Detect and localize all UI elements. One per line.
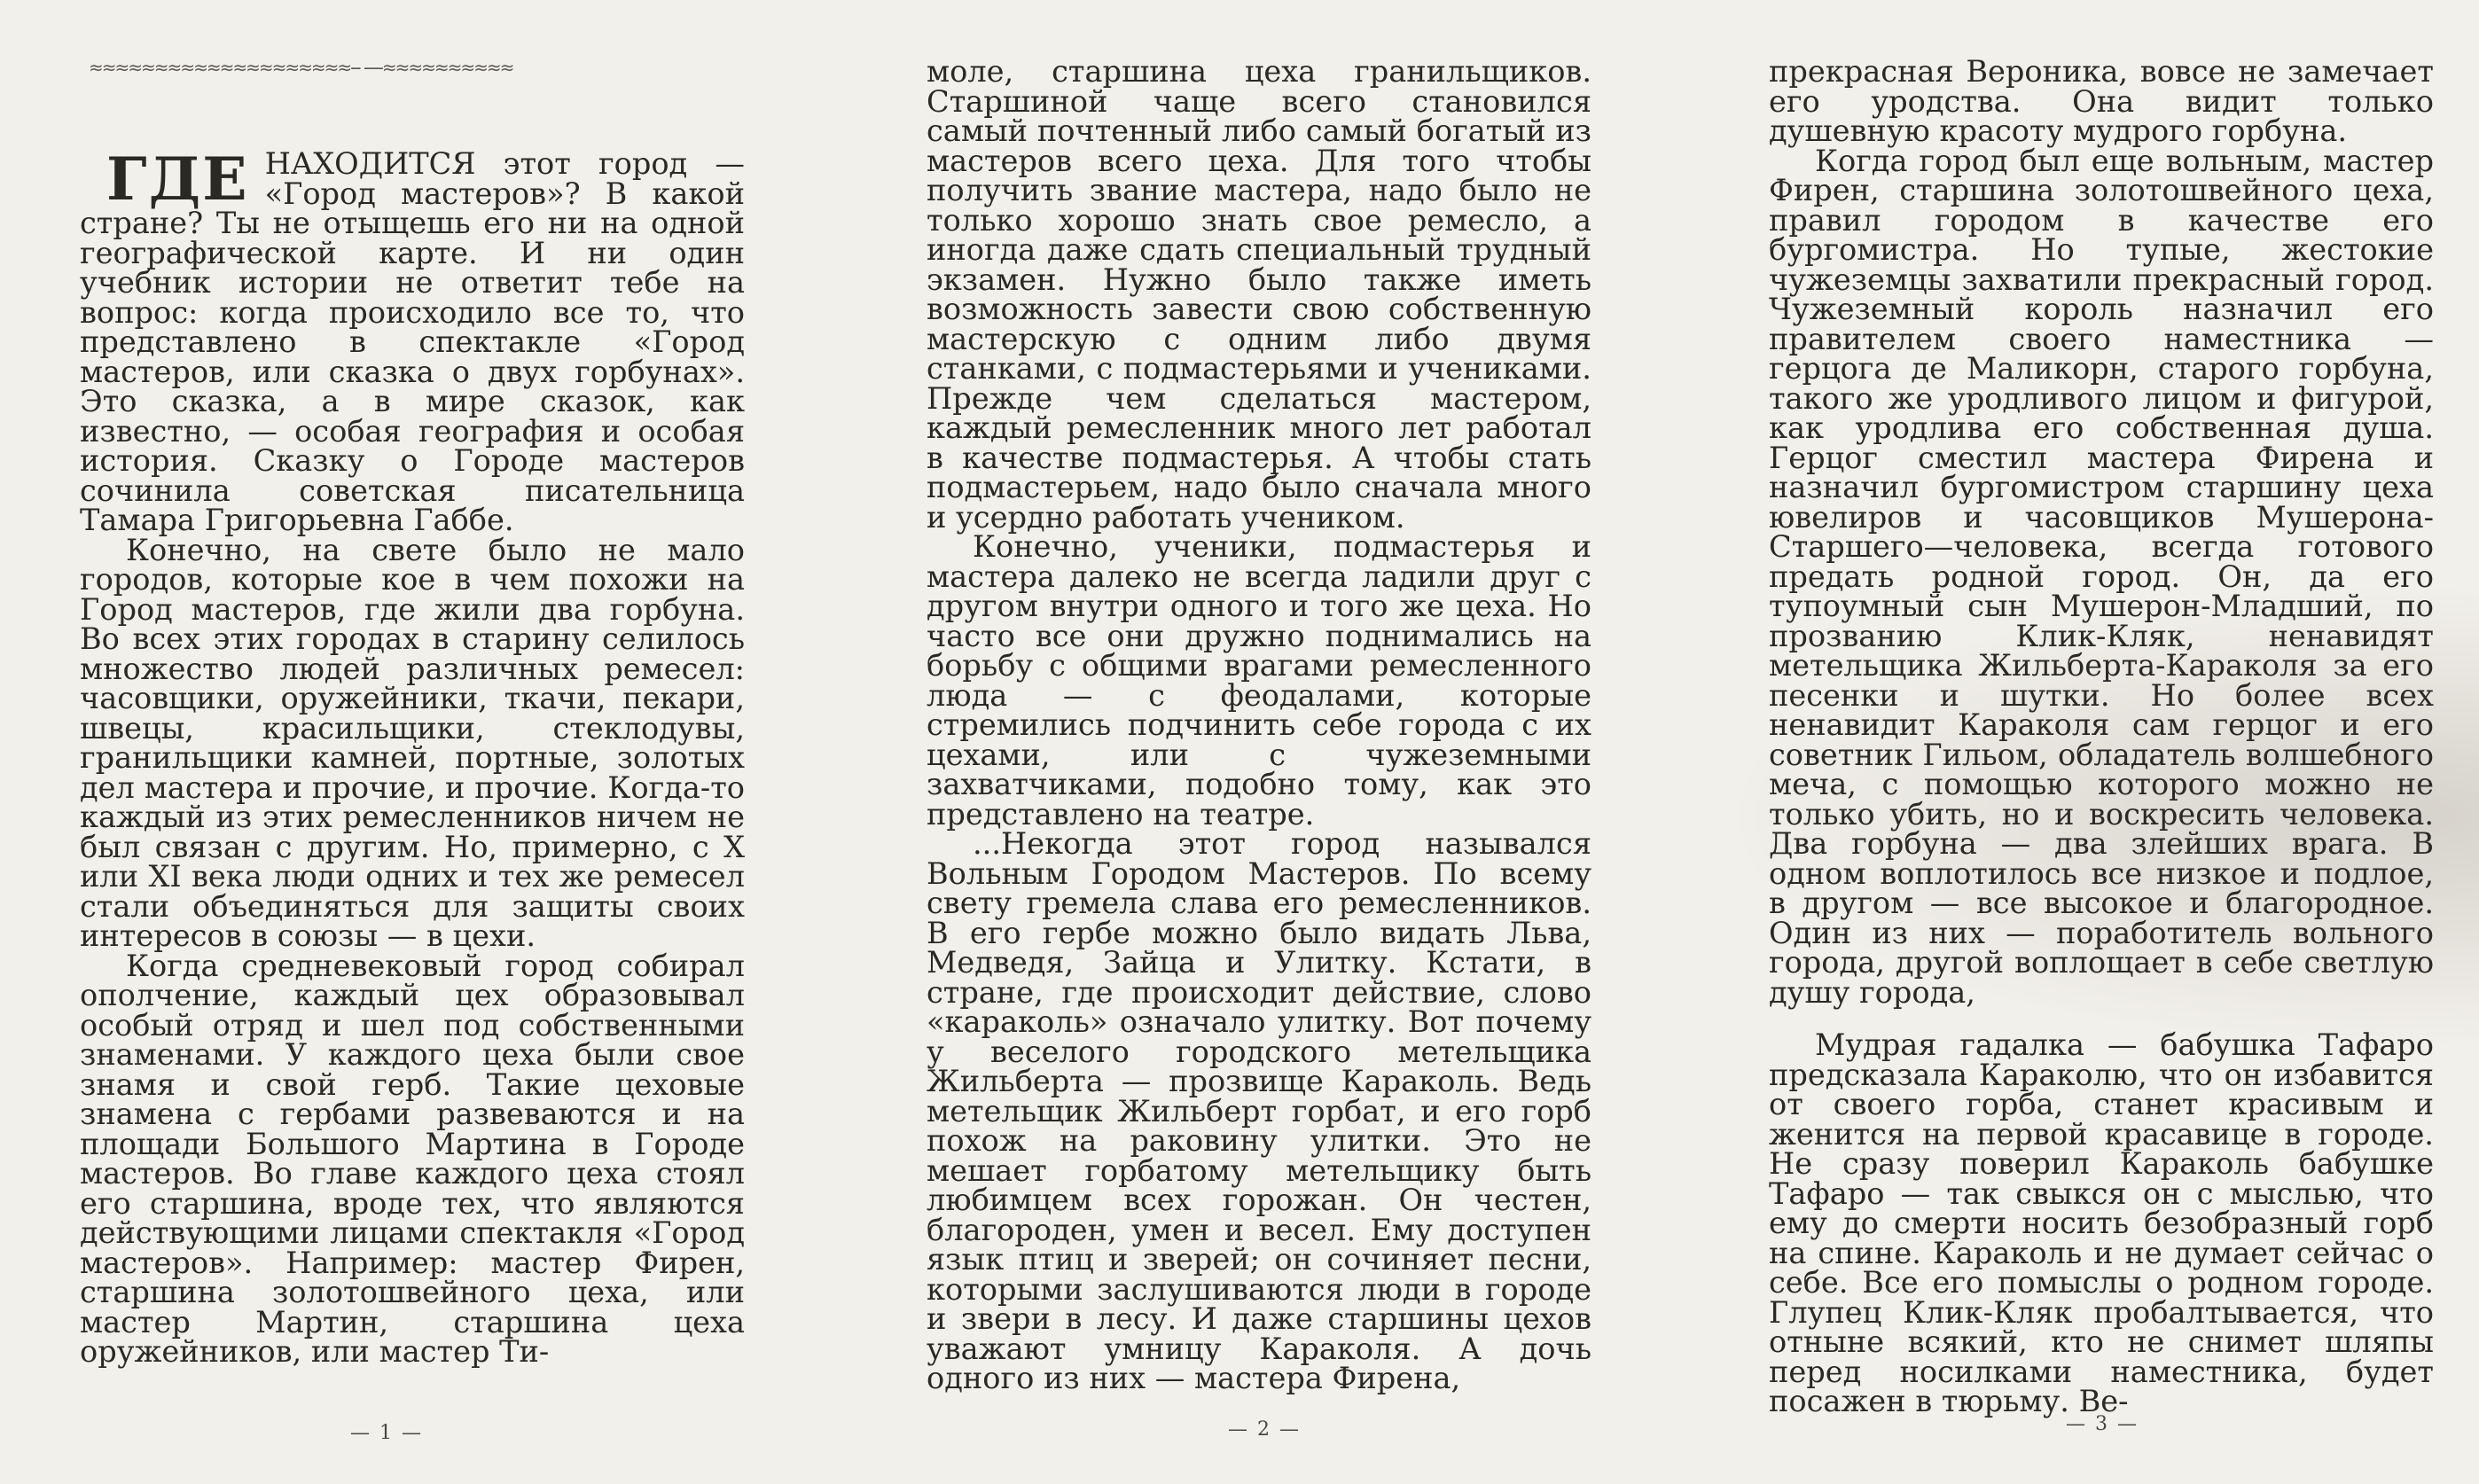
paragraph: Когда средневековый город собирал ополчение, каждый цех образовывал особый отряд и шел под собственными знаменами. У каждого цеха были свое знамя и свой герб. Такие цеховые знамена с гербами развеваются и на площади Большого Мартина в Городе мастеров. Во главе каждого цеха стоял его старшина, вроде тех, что являются действующими лицами спектакля «Город мастеров». Например: мастер Фирен, старшина золотошвейного цеха, или мастер Мартин, старшина цеха оружейников, или мастер Ти- <box>80 948 745 1369</box>
page-1-text <box>80 144 745 1369</box>
paragraph: Мудрая гадалка — бабушка Тафаро предсказала Караколю, что он избавится от своего горба, станет красивым и женится на первой красавице в городе. Не сразу поверил Караколь бабушке Тафаро — так свыкся он с мыслью, что ему до смерти носить безобразный горб на спине. Караколь и не думает сейчас о себе. Все его помыслы о родном городе. Глупец Клик-Кляк пробалтывается, что отныне всякий, кто не снимет шляпы перед носилками наместника, будет посажен в тюрьму. Ве- <box>1769 1027 2434 1418</box>
paragraph: Когда город был еще вольным, мастер Фирен, старшина золотошвейного цеха, правил городом в качестве его бургомистра. Но тупые, жестокие чужеземцы захватили прекрасный город. Чужеземный король назначил его правителем своего наместника — герцога де Маликорн, старого горбуна, такого же уродливого лицом и фигурой, как уродлива его собственная душа. Герцог сместил мастера Фирена и назначил бургомистром старшину цеха ювелиров и часовщиков Мушерона-Старшего—человека, всегда готового предать родной город. Он, да его тупоумный сын Мушерон-Младший, по прозванию Клик-Кляк, ненавидят метельщика Жильберта-Караколя за его песенки и шутки. Но более всех ненавидит Караколя сам герцог и его советник Гильом, обладатель волшебного меча, с помощью которого можно не только убить, но и воскресить человека. Два горбуна — два злейших врага. В одном воплотилось все низкое и подлое, в другом — все высокое и благородное. Один из них — поработитель вольного города, другой воплощает в себе светлую душу города, <box>1769 143 2434 1010</box>
page-number: — 3 — <box>2066 1413 2139 1435</box>
paragraph: моле, старшина цеха гранильщиков. Старшиной чаще всего становился самый почтенный либо самый богатый из мастеров всего цеха. Для того чтобы получить звание мастера, надо было не только хорошо знать свое ремесло, а иногда даже сдать специальный трудный экзамен. Нужно было также иметь возможность завести свою собственную мастерскую с одним либо двумя станками, с подмастерьями и учениками. Прежде чем сделаться мастером, каждый ремесленник много лет работал в качестве подмастерья. А чтобы стать подмастерьем, надо было сначала много и усердно работать учеником. <box>927 54 1591 535</box>
paragraph: Конечно, на свете было не мало городов, которые кое в чем похожи на Город мастеров, где жили два горбуна. Во всех этих городах в старину селилось множество людей различных ремесел: часовщики, оружейники, ткачи, пекари, швецы, красильщики, стеклодувы, гранильщики камней, портные, золотых дел мастера и прочие, и прочие. Когда-то каждый из этих ремесленников ничем не был связан с другим. Но, примерно, с X или XI века люди одних и тех же ремесел стали объединяться для защиты своих интересов в союзы — в цехи. <box>80 532 745 953</box>
paragraph: Конечно, ученики, подмастерья и мастера далеко не всегда ладили друг с другом внутри одного и того же цеха. Но часто все они дружно поднимались на борьбу с общими врагами ремесленного люда — с феодалами, которые стремились подчинить себе города с их цехами, или с чужеземными захватчиками, подобно тому, как это представлено на театре. <box>927 529 1591 832</box>
page-3-text <box>1769 54 2434 1418</box>
page-number: — 2 — <box>1228 1418 1301 1441</box>
decorative-ornament: ≈≈≈≈≈≈≈≈≈≈≈≈≈≈≈≈≈≈≈≈-- ----≈≈≈≈≈≈≈≈≈≈ <box>89 57 513 76</box>
drop-cap: ГДЕ <box>106 144 249 214</box>
paragraph: ...Некогда этот город назывался Вольным Городом Мастеров. По всему свету гремела слава его ремесленников. В его гербе можно было видать Льва, Медведя, Зайца и Улитку. Кстати, в стране, где происходит действие, слово «караколь» означало улитку. Вот почему у веселого городского метельщика Жильберта — прозвище Караколь. Ведь метельщик Жильберт горбат, и его горб похож на раковину улитки. Это не мешает горбатому метельщику быть любимцем всех горожан. Он честен, благороден, умен и весел. Ему доступен язык птиц и зверей; он сочиняет песни, которыми заслушиваются люди в городе и звери в лесу. И даже старшины цехов уважают умницу Караколя. А дочь одного из них — мастера Фирена, <box>927 826 1591 1395</box>
paragraph <box>80 144 745 537</box>
page-2-text <box>927 54 1591 1395</box>
page-number: — 1 — <box>350 1422 423 1444</box>
paragraph-text: НАХОДИТСЯ этот город — «Город мастеров»? В какой стране? Ты не отыщешь его ни на одной географической карте. И ни один учебник истории не ответит тебе на вопрос: когда происходило все то, что представлено в спектакле «Город мастеров, или сказка о двух горбунах». Это сказка, а в мире сказок, как известно, — особая география и особая история. Сказку о Городе мастеров сочинила советская писательница Тамара Григорьевна Габбе. <box>80 146 745 537</box>
paragraph: прекрасная Вероника, вовсе не замечает его уродства. Она видит только душевную красоту мудрого горбуна. <box>1769 54 2434 148</box>
